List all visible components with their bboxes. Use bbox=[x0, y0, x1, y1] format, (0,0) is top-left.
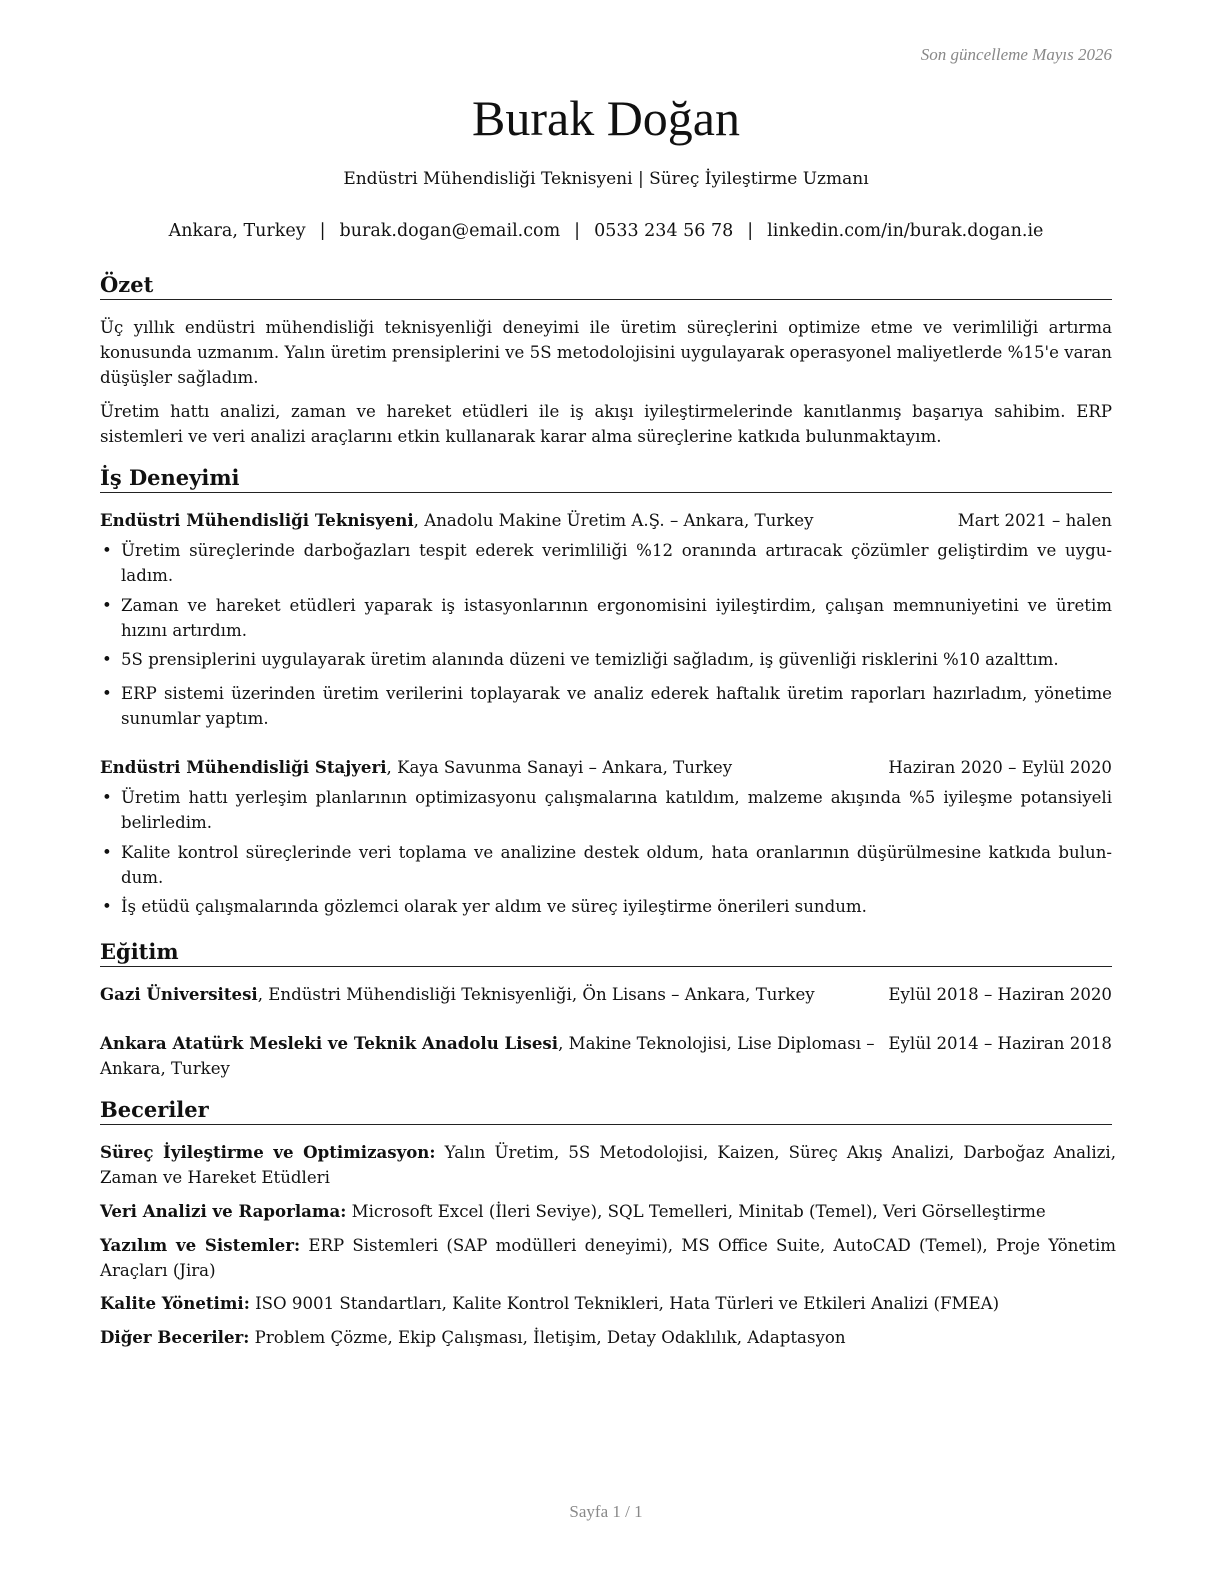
contact-linkedin[interactable]: linkedin.com/in/burak.dogan.ie bbox=[767, 221, 1044, 241]
job-bullet: • Üretim hattı yerleşim planlarının optimizasyonu çalışmalarına katıldım, malzeme akışında %5 iyileşme potansiyeli belirledim. bbox=[100, 785, 1112, 835]
section-title-education: Eğitim bbox=[100, 939, 1112, 967]
bullet-icon: • bbox=[102, 684, 112, 703]
education-item bbox=[100, 1031, 1112, 1081]
contact-separator: | bbox=[747, 221, 754, 241]
candidate-name: Burak Doğan bbox=[472, 90, 740, 146]
skill-line bbox=[100, 1233, 1116, 1283]
skill-label: Veri Analizi ve Raporlama: bbox=[100, 1201, 347, 1221]
job-bullet: • Zaman ve hareket etüdleri yaparak iş istasyonlarının ergonomisini iyileştirdim, çalışan memnuniyetini ve üretim hızını artırdım. bbox=[100, 593, 1112, 643]
bullet-icon: • bbox=[102, 788, 112, 807]
bullet-icon: • bbox=[102, 897, 112, 916]
job-date: Haziran 2020 – Eylül 2020 bbox=[888, 758, 1112, 777]
bullet-icon: • bbox=[102, 541, 112, 560]
resume-page bbox=[100, 0, 1116, 1584]
education-item bbox=[100, 982, 1112, 1007]
job-org: , Kaya Savunma Sanayi – Ankara, Turkey bbox=[386, 758, 733, 777]
education-date: Eylül 2018 – Haziran 2020 bbox=[888, 985, 1112, 1004]
section-title-summary: Özet bbox=[100, 272, 1112, 300]
skill-line bbox=[100, 1325, 1116, 1350]
skill-label: Süreç İyileştirme ve Optimizasyon: bbox=[100, 1142, 436, 1162]
education-detail: , Makine Teknolojisi, Lise Diploması – Ankara, Turkey bbox=[100, 1034, 875, 1078]
skill-value: ERP Sistemleri (SAP modülleri deneyimi), MS Office Suite, AutoCAD (Temel), Proje Yönetim Araçları (Jira) bbox=[100, 1236, 1116, 1280]
skill-value: Microsoft Excel (İleri Seviye), SQL Temelleri, Minitab (Temel), Veri Görselleştirme bbox=[346, 1202, 1046, 1221]
contact-line bbox=[100, 219, 1112, 243]
section-title-skills: Beceriler bbox=[100, 1097, 1112, 1125]
education-school: Gazi Üniversitesi bbox=[100, 984, 258, 1004]
page-number: Sayfa 1 / 1 bbox=[569, 1502, 643, 1521]
job-org: , Anadolu Makine Üretim A.Ş. – Ankara, Turkey bbox=[413, 511, 814, 530]
job-bullet: • Kalite kontrol süreçlerinde veri toplama ve analizine destek oldum, hata oranlarının düşürülmesine katkıda bulun-dum. bbox=[100, 840, 1112, 890]
skill-line bbox=[100, 1291, 1116, 1316]
bullet-icon: • bbox=[102, 596, 112, 615]
contact-email[interactable]: burak.dogan@email.com bbox=[339, 221, 561, 241]
education-date: Eylül 2014 – Haziran 2018 bbox=[888, 1034, 1112, 1053]
contact-location: Ankara, Turkey bbox=[168, 221, 306, 241]
job-role: Endüstri Mühendisliği Stajyeri bbox=[100, 757, 387, 777]
summary-paragraph: Üretim hattı analizi, zaman ve hareket etüdleri ile iş akışı iyileştirmelerinde kanıtlanmış başarıya sahibim. ERP sistemleri ve veri analizi araçlarını etkin kullanarak karar alma süreçlerine katkıda bulunmaktayım. bbox=[100, 402, 1112, 446]
job-header bbox=[100, 508, 1112, 533]
skill-line bbox=[100, 1199, 1116, 1224]
bullet-icon: • bbox=[102, 650, 112, 669]
education-school: Ankara Atatürk Mesleki ve Teknik Anadolu Lisesi bbox=[100, 1033, 559, 1053]
skill-label: Kalite Yönetimi: bbox=[100, 1293, 250, 1313]
headline: Endüstri Mühendisliği Teknisyeni | Süreç İyileştirme Uzmanı bbox=[343, 169, 869, 189]
job-bullet: • ERP sistemi üzerinden üretim verilerini toplayarak ve analiz ederek haftalık üretim raporları hazırladım, yönetime sunumlar yaptım. bbox=[100, 681, 1112, 731]
section-title-experience: İş Deneyimi bbox=[100, 465, 1112, 493]
skill-label: Yazılım ve Sistemler: bbox=[100, 1235, 301, 1255]
education-detail: , Endüstri Mühendisliği Teknisyenliği, Ön Lisans – Ankara, Turkey bbox=[257, 985, 815, 1004]
job-bullet: • İş etüdü çalışmalarında gözlemci olarak yer aldım ve süreç iyileştirme önerileri sundum. bbox=[100, 894, 1112, 919]
job-date: Mart 2021 – halen bbox=[957, 511, 1112, 530]
bullet-icon: • bbox=[102, 843, 112, 862]
skill-value: Problem Çözme, Ekip Çalışması, İletişim, Detay Odaklılık, Adaptasyon bbox=[249, 1328, 846, 1347]
skill-line bbox=[100, 1140, 1116, 1190]
contact-separator: | bbox=[574, 221, 581, 241]
skill-label: Diğer Beceriler: bbox=[100, 1327, 250, 1347]
skill-value: Yalın Üretim, 5S Metodolojisi, Kaizen, Süreç Akış Analizi, Darboğaz Analizi, Zaman ve Hareket Etüdleri bbox=[100, 1143, 1116, 1187]
job-header bbox=[100, 755, 1112, 780]
skill-value: ISO 9001 Standartları, Kalite Kontrol Teknikleri, Hata Türleri ve Etkileri Analizi (FMEA) bbox=[249, 1294, 1000, 1313]
contact-phone: 0533 234 56 78 bbox=[594, 221, 734, 241]
contact-separator: | bbox=[319, 221, 326, 241]
last-updated: Son güncelleme Mayıs 2026 bbox=[920, 45, 1112, 64]
job-bullet: • 5S prensiplerini uygulayarak üretim alanında düzeni ve temizliği sağladım, iş güvenliği risklerini %10 azalttım. bbox=[100, 647, 1112, 672]
job-role: Endüstri Mühendisliği Teknisyeni bbox=[100, 510, 414, 530]
job-bullet: • Üretim süreçlerinde darboğazları tespit ederek verimliliği %12 oranında artıracak çözümler geliştirdim ve uygu-ladım. bbox=[100, 538, 1112, 588]
summary-paragraph: Üç yıllık endüstri mühendisliği teknisyenliği deneyimi ile üretim süreçlerini optimize etme ve verimliliği artırma konusunda uzmanım. Yalın üretim prensiplerini ve 5S metodolojisini uygulayarak operasyonel maliyetlerde %15'e varan düşüşler sağladım. bbox=[100, 318, 1112, 387]
